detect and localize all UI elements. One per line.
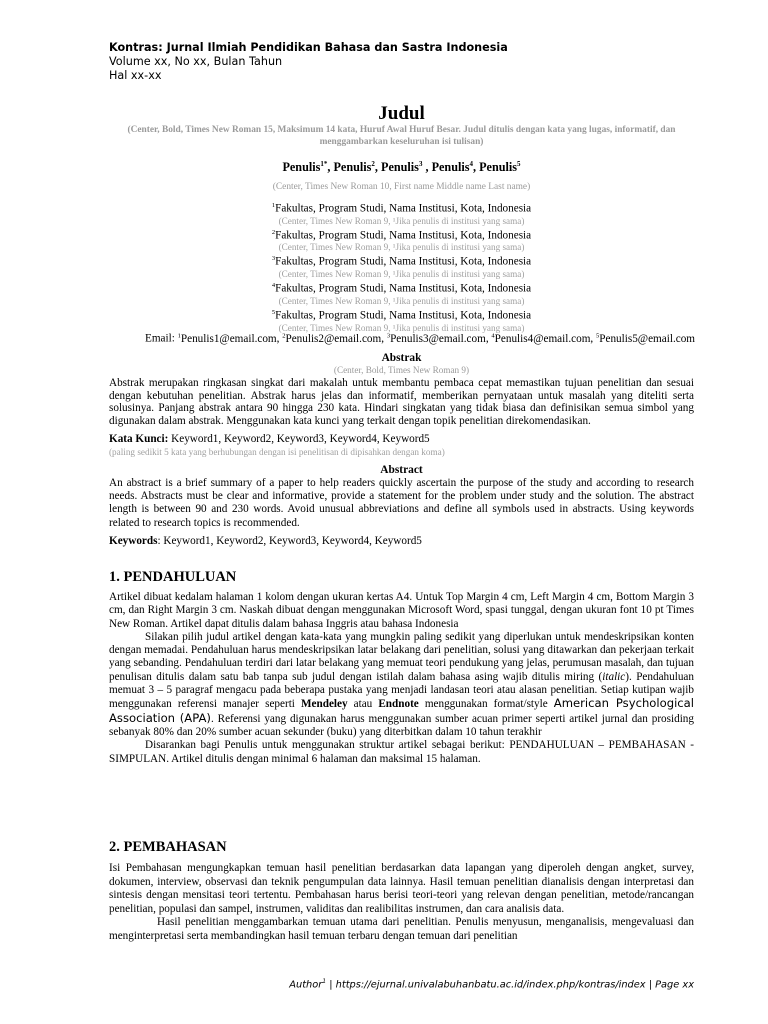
title-note: (Center, Bold, Times New Roman 15, Maksimum 14 kata, Huruf Awal Huruf Besar. Judul ditulis dengan kata yang lugas, informatif, dan menggambarkan keseluruhan isi tulisan): [127, 125, 676, 147]
email-5: $^5$Penulis5@email.com: [596, 332, 695, 345]
pendahuluan-heading: 1. PENDAHULUAN: [109, 569, 237, 585]
article-title: Judul: [378, 103, 425, 124]
affiliation-note-4: (Center, Times New Roman 9, ¹Jika penulis di institusi yang sama): [278, 295, 525, 306]
affiliation-note-1: (Center, Times New Roman 9, ¹Jika penulis di institusi yang sama): [278, 215, 525, 226]
author-3: Penulis$^3$: [381, 160, 423, 175]
journal-pages: Hal xx-xx: [109, 69, 162, 82]
author-list: Penulis$^{1*}$, Penulis$^2$, Penulis$^3$ , Penulis$^4$, Penulis$^5$: [282, 160, 521, 175]
keywords-label: Keywords: [109, 535, 158, 547]
email-label: Email:: [145, 332, 178, 345]
pembahasan-paragraph-2: Hasil penelitian menggambarkan temuan utama dari penelitian. Penulis menyusun, menganalisis, mengevaluasi dan menginterpretasi serta membandingkan hasil temuan terbaru dengan temuan dari penelitian: [109, 916, 694, 942]
affiliation-list: [109, 200, 694, 334]
email-4: $^4$Penulis4@email.com: [491, 332, 591, 345]
kata-kunci: [109, 433, 694, 446]
abstrak-body: Abstrak merupakan ringkasan singkat dari makalah untuk membantu pembaca cepat memastikan tujuan penelitian dan sesuai dengan kebutuhan penelitian. Abstrak harus jelas dan informatif, memberikan pernyataan untuk masalah yang diteliti serta solusinya. Panjang abstrak antara 90 hingga 230 kata. Hindari singkatan yang tidak biasa dan definisikan semua simbol yang digunakan dalam abstrak. Menggunakan kata kunci yang terkait dengan topik penelitian direkomendasikan.: [109, 377, 694, 428]
pendahuluan-paragraph-2: Silakan pilih judul artikel dengan kata-kata yang mungkin paling sedikit yang diperlukan untuk mendeskripsikan konten dengan memadai. Pendahuluan harus mendeskripsikan latar belakang dari penelitian, solusi yang ditawarkan dan pekerjaan terkait yang sebanding. Pendahuluan terdiri dari latar belakang yang memuat teori pendukung yang jelas, perumusan masalah, dan tujuan penulisan ditulis dalam satu bab tanpa sub judul dengan istilah dalam bahasa asing wajib ditulis miring (italic). Pendahuluan memuat 3 – 5 paragraf mengacu pada beberapa pustaka yang menjadi landasan teori atau alasan penelitian. Setiap kutipan wajib menggunakan referensi manajer seperti Mendeley atau Endnote menggunakan format/style American Psychological Association (APA). Referensi yang digunakan harus menggunakan sumber acuan primer seperti artikel jurnal dan prosiding sebanyak 80% dan 20% sumber acuan sekunder (buku) yang diterbitkan dalam 10 tahun terakhir: [109, 630, 694, 738]
keywords: [109, 535, 694, 548]
email-3: $^3$Penulis3@email.com: [386, 332, 486, 345]
author-5: Penulis$^5$: [479, 160, 521, 175]
journal-header: [109, 41, 508, 83]
journal-name: Kontras: Jurnal Ilmiah Pendidikan Bahasa dan Sastra Indonesia: [109, 41, 508, 54]
kata-kunci-label: Kata Kunci:: [109, 433, 169, 445]
journal-volume: Volume xx, No xx, Bulan Tahun: [109, 55, 283, 68]
email-2: $^2$Penulis2@email.com: [282, 332, 382, 345]
abstract-body: An abstract is a brief summary of a paper to help readers quickly ascertain the purpose of the study and according to research needs. Abstracts must be clear and informative, provide a statement for the problem under study and the solution. The abstract length is between 90 and 230 words. Avoid unusual abbreviations and define all symbols used in abstracts. Using keywords related to research topics is recommended.: [109, 477, 694, 529]
author-4: Penulis$^4$: [431, 160, 474, 175]
affiliation-4: $^4$Fakultas, Program Studi, Nama Institusi, Kota, Indonesia: [271, 282, 532, 295]
abstrak-heading: Abstrak: [381, 352, 422, 364]
email-line: Email: $^1$Penulis1@email.com, $^2$Penulis2@email.com, $^3$Penulis3@email.com, $^4$Penulis4@email.com, $^5$Penulis5@email.com: [145, 332, 695, 345]
email-1: $^1$Penulis1@email.com: [177, 332, 277, 345]
affiliation-1: $^1$Fakultas, Program Studi, Nama Institusi, Kota, Indonesia: [271, 202, 532, 215]
author-note: (Center, Times New Roman 10, First name Middle name Last name): [272, 182, 531, 192]
pembahasan-body: [109, 862, 694, 944]
affiliation-note-3: (Center, Times New Roman 9, ¹Jika penulis di institusi yang sama): [278, 269, 525, 280]
kata-kunci-values: Keyword1, Keyword2, Keyword3, Keyword4, Keyword5: [168, 433, 430, 445]
affiliation-5: $^5$Fakultas, Program Studi, Nama Institusi, Kota, Indonesia: [271, 308, 532, 322]
pendahuluan-paragraph-1: Artikel dibuat kedalam halaman 1 kolom dengan ukuran kertas A4. Untuk Top Margin 4 cm, Left Margin 4 cm, Bottom Margin 3 cm, dan Right Margin 3 cm. Naskah dibuat dengan menggunakan Microsoft Word, spasi tunggal, dengan ukuran font 10 pt Times New Roman. Artikel dapat ditulis dalam bahasa Inggris atau bahasa Indonesia: [109, 591, 694, 630]
affiliation-3: $^3$Fakultas, Program Studi, Nama Institusi, Kota, Indonesia: [271, 255, 532, 269]
pembahasan-paragraph-1: Isi Pembahasan mengungkapkan temuan hasil penelitian berdasarkan data lapangan yang diperoleh dengan angket, survey, dokumen, interview, observasi dan teknik pengumpulan data lainnya. Hasil temuan penelitian dianalisis dengan interpretasi dan sintesis dengan mensitasi teori tertentu. Pembahasan harus berisi teori-teori yang relevan dengan penelitian, metode/rancangan penelitian, populasi dan sampel, instrumen, validitas dan realibilitas instrumen, dan cara analisis data.: [109, 862, 694, 915]
affiliation-note-5: (Center, Times New Roman 9, ¹Jika penulis di institusi yang sama): [278, 322, 525, 333]
kata-kunci-note: (paling sedikit 5 kata yang berhubungan dengan isi penelitisan di dipisahkan dengan koma): [109, 447, 445, 457]
author-1: Penulis$^{1*}$: [282, 160, 328, 175]
page-footer: Author$^1$ | https://ejurnal.univalabuhanbatu.ac.id/index.php/kontras/index | Page xx: [289, 978, 694, 991]
affiliation-2: $^2$Fakultas, Program Studi, Nama Institusi, Kota, Indonesia: [271, 228, 532, 242]
affiliation-note-2: (Center, Times New Roman 9, ¹Jika penulis di institusi yang sama): [278, 242, 525, 253]
keywords-values: : Keyword1, Keyword2, Keyword3, Keyword4, Keyword5: [157, 535, 422, 547]
author-2: Penulis$^2$: [333, 160, 375, 175]
pendahuluan-paragraph-3: Disarankan bagi Penulis untuk menggunakan struktur artikel sebagai berikut: PENDAHULUAN – PEMBAHASAN - SIMPULAN. Artikel ditulis dengan minimal 6 halaman dan maksimal 15 halaman.: [109, 739, 694, 765]
abstract-heading: Abstract: [380, 464, 423, 476]
pembahasan-heading: 2. PEMBAHASAN: [109, 839, 227, 855]
pendahuluan-body: [109, 591, 694, 766]
abstrak-note: (Center, Bold, Times New Roman 9): [333, 365, 470, 375]
